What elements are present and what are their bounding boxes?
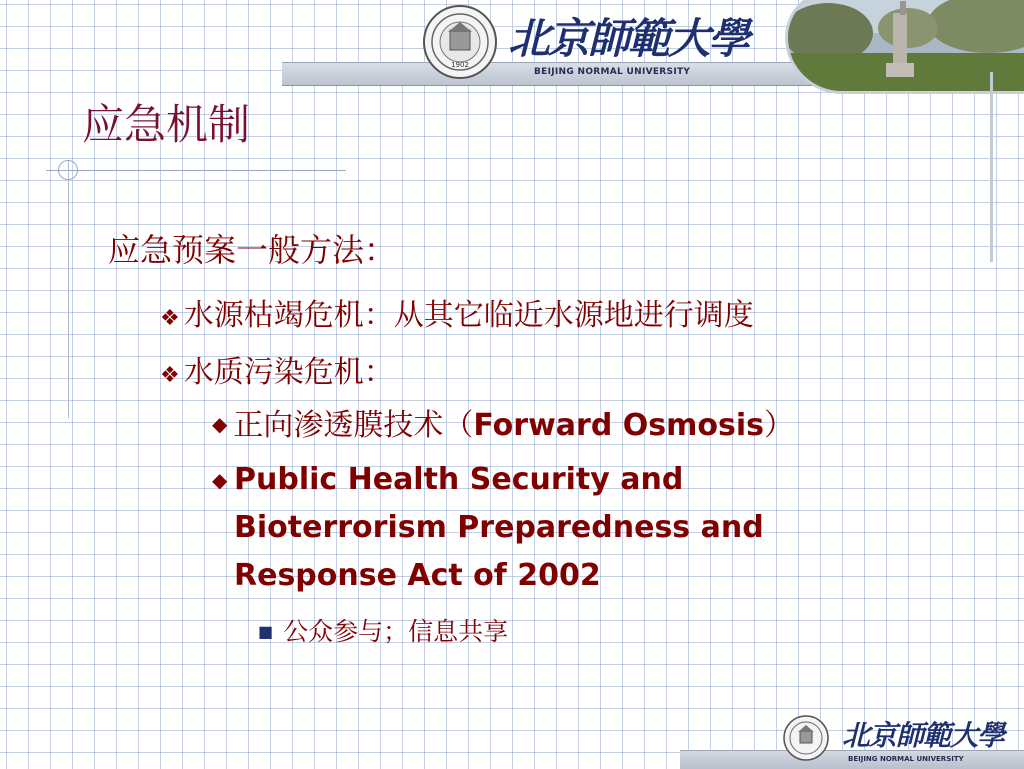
university-logo-text: 北京師範大學 [508, 14, 749, 63]
diamond-bullet-icon: ❖ [160, 363, 180, 388]
campus-photo [785, 0, 1024, 94]
footer-seal-icon [782, 714, 830, 762]
square-bullet-icon: ■ [258, 622, 274, 641]
header-university-en: BEIJING NORMAL UNIVERSITY [534, 67, 691, 77]
sub-sub-list-item-text: 公众参与；信息共享 [283, 617, 509, 646]
footer-university-en: BEIJING NORMAL UNIVERSITY [848, 755, 964, 763]
title-vertical-rule [68, 160, 69, 418]
list-item-text: 水源枯竭危机：从其它临近水源地进行调度 [183, 298, 754, 333]
solid-diamond-bullet-icon: ◆ [212, 468, 228, 492]
campus-photo-image [788, 0, 1024, 91]
seal-year: 1902 [451, 61, 469, 69]
title-ring-ornament [58, 160, 78, 180]
list-item-text: 水质污染危机： [183, 355, 394, 390]
sub-sub-list-item [258, 612, 508, 648]
sub-list-item-text-en: Public Health Security and Bioterrorism Preparedness and Response Act of 2002 [234, 462, 764, 593]
diamond-bullet-icon: ❖ [160, 306, 180, 331]
slide-title: 应急机制 [82, 100, 251, 149]
footer-logo-text: 北京師範大學 [842, 719, 1005, 752]
sub-list-item [212, 456, 852, 600]
sub-list-item-text-en: Forward Osmosis [473, 408, 764, 443]
list-item [160, 347, 394, 391]
solid-diamond-bullet-icon: ◆ [212, 412, 228, 436]
university-seal-icon [422, 4, 498, 80]
title-underline [46, 170, 346, 171]
sub-list-item-text-cn-end: ） [763, 408, 794, 443]
sub-list-item-text-cn: 正向渗透膜技术（ [233, 408, 474, 443]
section-heading: 应急预案一般方法： [108, 231, 397, 269]
list-item [160, 290, 754, 334]
decorative-vertical-line [990, 72, 993, 262]
sub-list-item [212, 400, 932, 450]
